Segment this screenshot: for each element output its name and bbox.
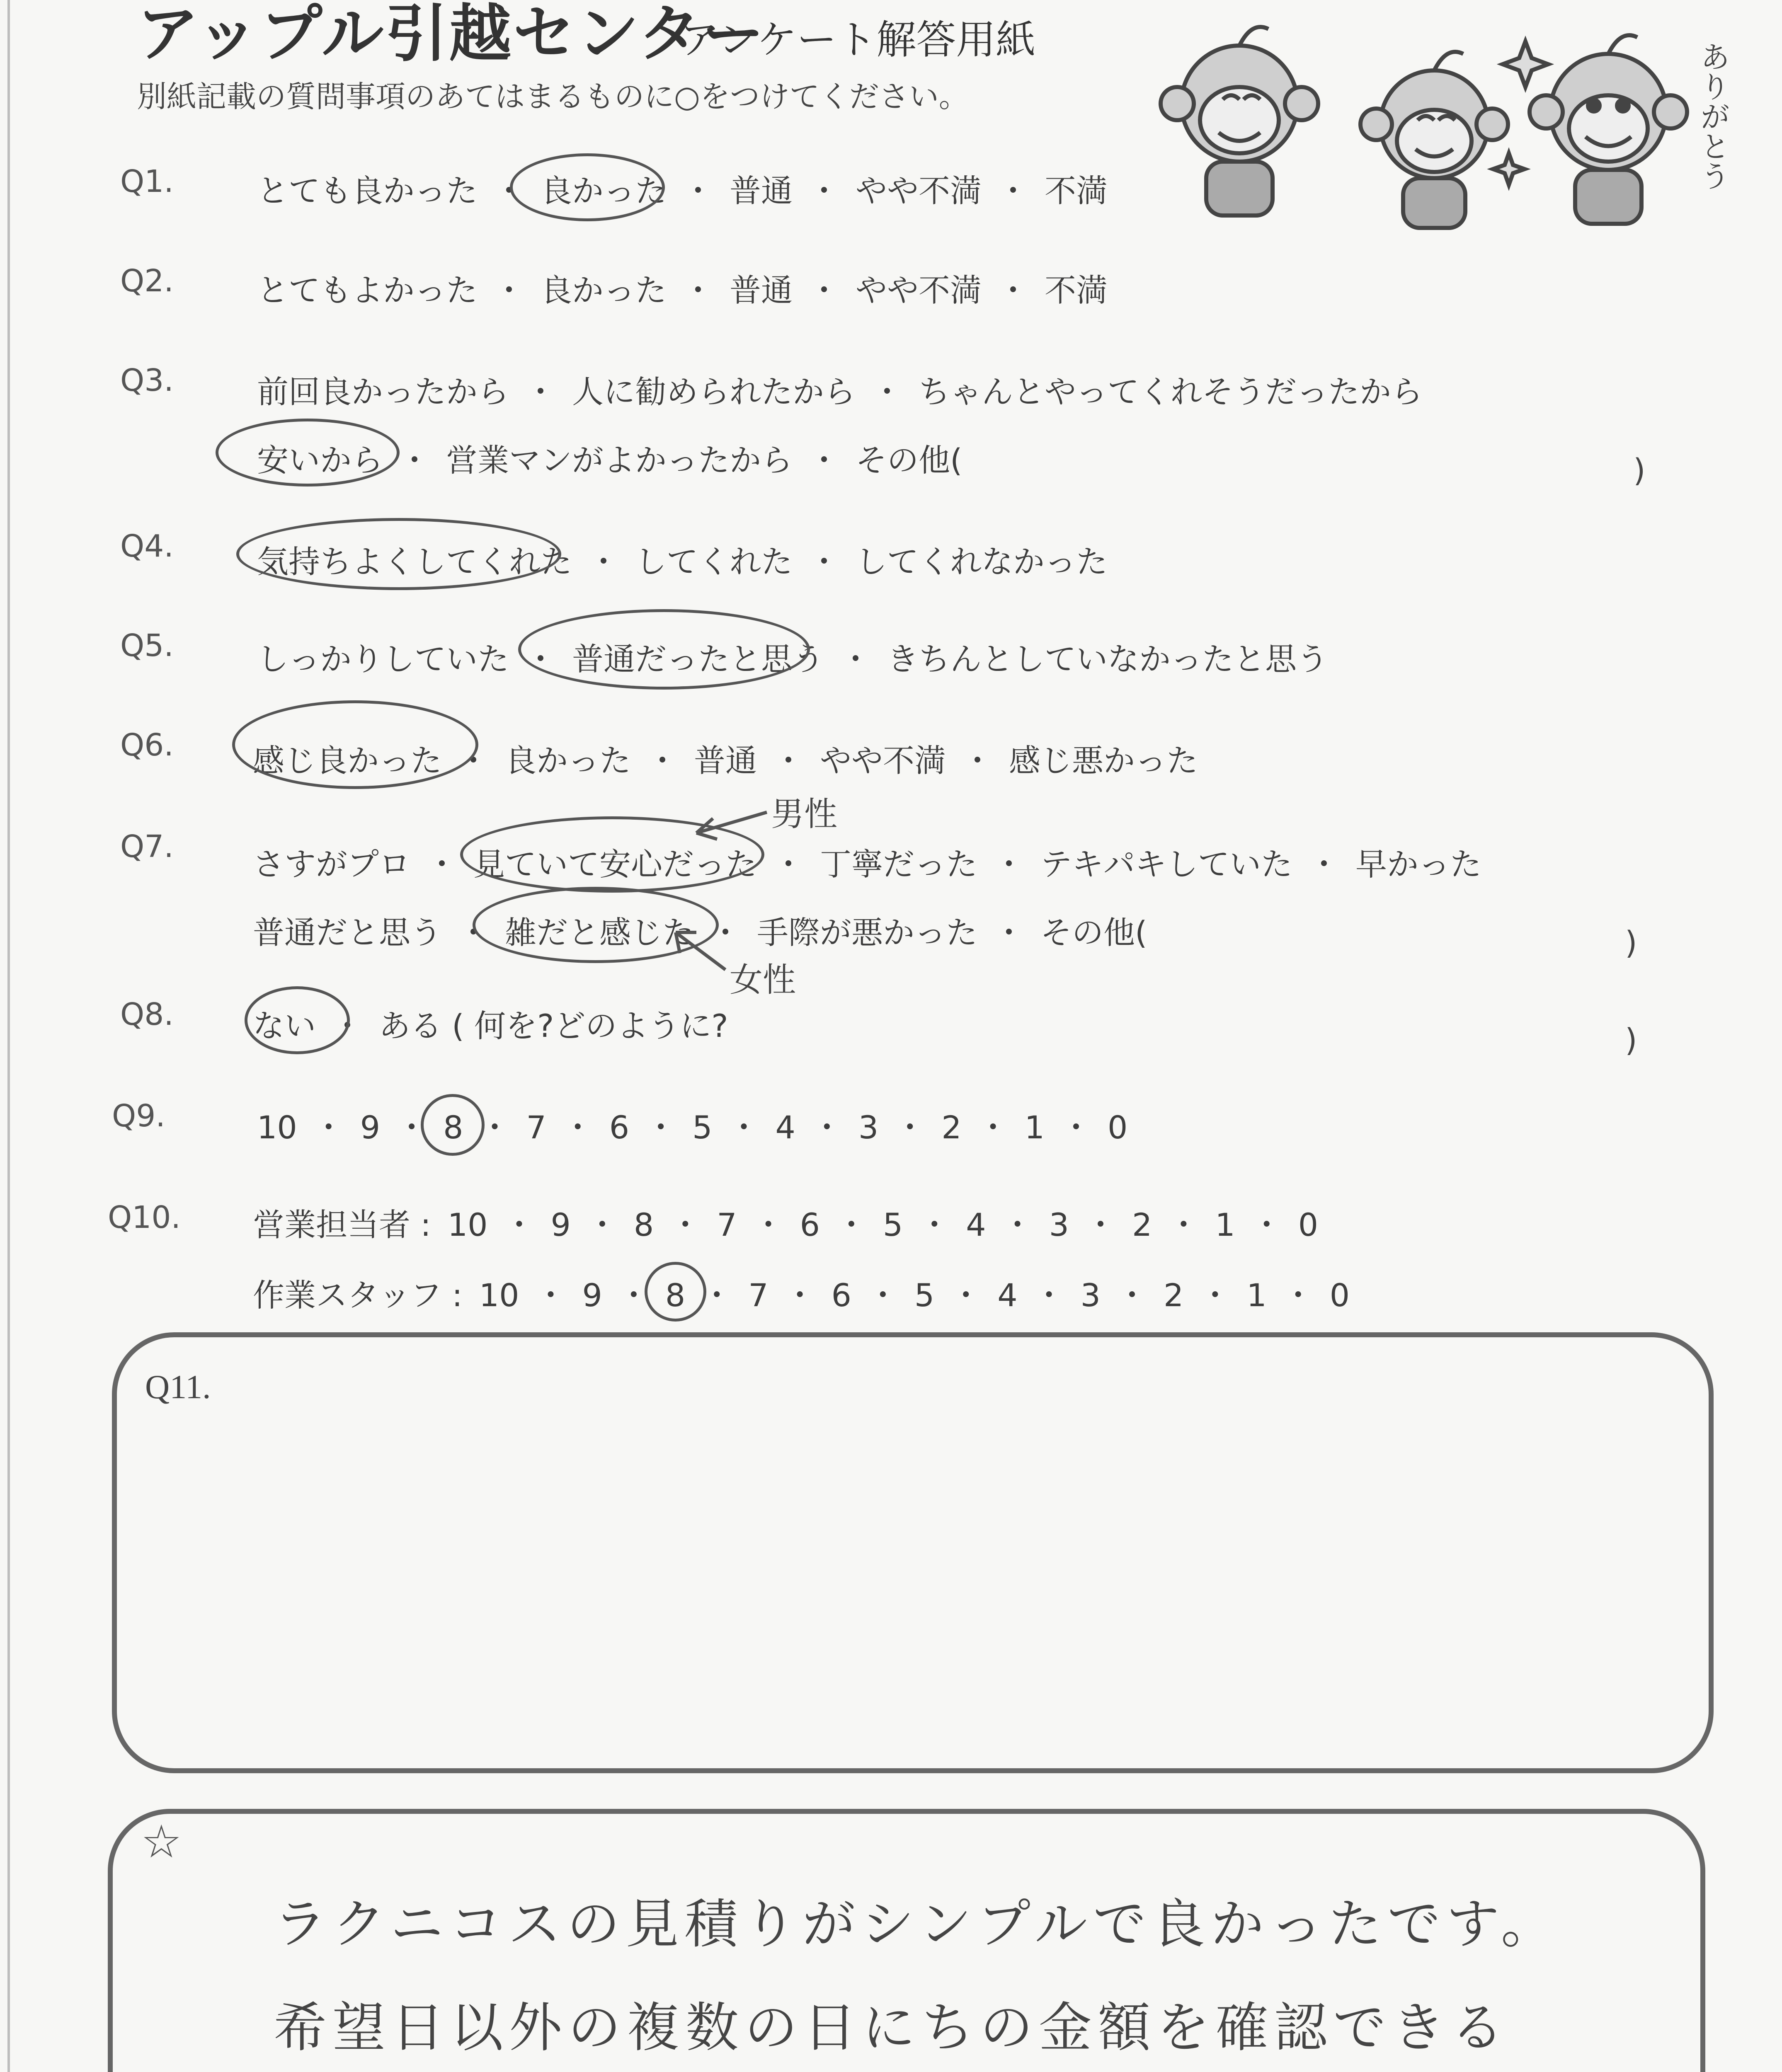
q3-opt-4[interactable]: 安いから [257, 442, 383, 479]
q6-opt-5[interactable]: 感じ悪かった [1009, 742, 1198, 779]
q2-opt-5[interactable]: 不満 [1045, 272, 1108, 309]
q10-staff-10[interactable]: 10 [479, 1277, 519, 1314]
q10-staff-8[interactable]: 8 [665, 1277, 686, 1314]
mascot-thanks-text: ありがとう [1695, 41, 1730, 191]
q10-sales-7[interactable]: 7 [717, 1206, 737, 1243]
q10-staff-1[interactable]: 1 [1246, 1277, 1267, 1314]
q10-sales-0[interactable]: 0 [1298, 1206, 1319, 1243]
q3-other-close: ) [1633, 452, 1646, 489]
q9-score-2[interactable]: 2 [941, 1109, 962, 1146]
q7-arrow-marks [663, 796, 788, 986]
q9-score-4[interactable]: 4 [775, 1109, 795, 1146]
q10-staff-5[interactable]: 5 [914, 1277, 935, 1314]
q7-label: Q7. [120, 829, 174, 864]
q1-opt-1[interactable]: とても良かった [257, 172, 478, 209]
q10-staff-9[interactable]: 9 [582, 1277, 602, 1314]
q2-opt-3[interactable]: 普通 [730, 272, 793, 309]
star-icon: ☆ [141, 1815, 182, 1868]
q4-opt-3[interactable]: してくれなかった [856, 543, 1108, 580]
comment-line-1: ラクニコスの見積りがシンプルで良かったです。 [274, 1893, 1560, 1955]
q11-answer-box[interactable] [112, 1332, 1714, 1773]
q4-options: 気持ちよくしてくれた ・ してくれた ・ してくれなかった [257, 543, 1108, 580]
q7-other-close: ) [1625, 924, 1637, 961]
q4-label: Q4. [120, 528, 174, 564]
q9-score-0[interactable]: 0 [1107, 1109, 1128, 1146]
q3-options-row2: 安いから ・ 営業マンがよかったから ・ その他( [257, 442, 963, 479]
q10-staff-0[interactable]: 0 [1329, 1277, 1350, 1314]
q10-staff-label: 作業スタッフ : [253, 1277, 463, 1314]
q1-opt-3[interactable]: 普通 [730, 172, 793, 209]
q3-opt-6[interactable]: その他( [856, 442, 963, 479]
q10-sales-2[interactable]: 2 [1132, 1206, 1152, 1243]
q10-sales-row: 営業担当者 : 10 ・ 9 ・ 8 ・ 7 ・ 6 ・ 5 ・ 4 ・ 3 ・ 2 ・ 1 ・ 0 [253, 1206, 1319, 1243]
q7-note-female: 女性 [730, 961, 796, 999]
scan-edge-line [7, 0, 10, 2072]
q4-opt-1[interactable]: 気持ちよくしてくれた [257, 543, 572, 580]
q3-options-row1: 前回良かったから ・ 人に勧められたから ・ ちゃんとやってくれそうだったから [257, 373, 1423, 410]
q1-opt-4[interactable]: やや不満 [856, 172, 982, 209]
q9-score-3[interactable]: 3 [858, 1109, 879, 1146]
q2-options: とてもよかった ・ 良かった ・ 普通 ・ やや不満 ・ 不満 [257, 272, 1108, 309]
q10-staff-7[interactable]: 7 [748, 1277, 769, 1314]
q7-opt-7[interactable]: 雑だと感じた [505, 914, 694, 951]
q9-score-1[interactable]: 1 [1024, 1109, 1045, 1146]
q7-opt-5[interactable]: 早かった [1355, 846, 1481, 883]
q2-opt-4[interactable]: やや不満 [856, 272, 982, 309]
q9-score-7[interactable]: 7 [526, 1109, 546, 1146]
q7-options-row2: 普通だと思う ・ 雑だと感じた ・ 手際が悪かった ・ その他( [253, 914, 1147, 951]
q8-opt-1[interactable]: ない [253, 1007, 316, 1044]
instruction-text: 別紙記載の質問事項のあてはまるものに○をつけてください。 [137, 79, 969, 114]
q7-opt-4[interactable]: テキパキしていた [1040, 846, 1292, 883]
q10-staff-3[interactable]: 3 [1080, 1277, 1101, 1314]
q1-options: とても良かった ・ 良かった ・ 普通 ・ やや不満 ・ 不満 [257, 172, 1108, 209]
q10-staff-selection-circle [645, 1262, 706, 1322]
q2-opt-2[interactable]: 良かった [541, 272, 667, 309]
q10-sales-3[interactable]: 3 [1049, 1206, 1069, 1243]
q7-opt-2[interactable]: 見ていて安心だった [473, 846, 757, 883]
q9-selection-circle [421, 1094, 485, 1156]
q9-score-10[interactable]: 10 [257, 1109, 297, 1146]
q4-opt-2[interactable]: してくれた [635, 543, 793, 580]
q3-opt-2[interactable]: 人に勧められたから [572, 373, 856, 410]
q8-options: ない ・ ある ( 何を?どのように? [253, 1007, 728, 1044]
q5-opt-3[interactable]: きちんとしていなかったと思う [887, 641, 1328, 678]
form-title: アンケート解答用紙 [680, 17, 1036, 63]
q7-note-male: 男性 [771, 795, 837, 833]
q1-opt-5[interactable]: 不満 [1045, 172, 1108, 209]
q5-options: しっかりしていた ・ 普通だったと思う ・ きちんとしていなかったと思う [257, 641, 1328, 678]
q8-close: ) [1625, 1021, 1637, 1058]
q9-scale: 10 ・ 9 ・ 8 ・ 7 ・ 6 ・ 5 ・ 4 ・ 3 ・ 2 ・ 1 ・ 0 [257, 1109, 1128, 1146]
q6-opt-3[interactable]: 普通 [694, 742, 757, 779]
q11-label: Q11. [145, 1368, 211, 1406]
q10-sales-label: 営業担当者 : [253, 1206, 431, 1243]
monkey-mascot-illustration [1144, 17, 1724, 232]
q9-score-9[interactable]: 9 [360, 1109, 381, 1146]
q10-label: Q10. [108, 1200, 181, 1235]
q10-staff-6[interactable]: 6 [831, 1277, 851, 1314]
q10-sales-6[interactable]: 6 [800, 1206, 820, 1243]
q9-label: Q9. [112, 1098, 165, 1134]
q3-opt-1[interactable]: 前回良かったから [257, 373, 509, 410]
q1-label: Q1. [120, 164, 174, 199]
q6-opt-1[interactable]: 感じ良かった [253, 742, 442, 779]
q7-opt-8[interactable]: 手際が悪かった [757, 914, 977, 951]
q7-options-row1: さすがプロ ・ 見ていて安心だった ・ 丁寧だった ・ テキパキしていた ・ 早かった [253, 846, 1481, 883]
q7-opt-3[interactable]: 丁寧だった [820, 846, 977, 883]
q8-selection-circle [245, 986, 350, 1054]
q3-opt-3[interactable]: ちゃんとやってくれそうだったから [919, 373, 1423, 410]
q6-label: Q6. [120, 727, 174, 763]
q4-selection-circle [236, 518, 561, 590]
q10-sales-5[interactable]: 5 [883, 1206, 903, 1243]
q10-staff-2[interactable]: 2 [1164, 1277, 1184, 1314]
q5-selection-circle [518, 609, 810, 690]
q6-opt-2[interactable]: 良かった [505, 742, 631, 779]
q5-opt-1[interactable]: しっかりしていた [257, 641, 509, 678]
q9-score-6[interactable]: 6 [609, 1109, 630, 1146]
q6-opt-4[interactable]: やや不満 [820, 742, 946, 779]
q8-label: Q8. [120, 997, 174, 1032]
q1-opt-2[interactable]: 良かった [541, 172, 667, 209]
q10-sales-10[interactable]: 10 [447, 1206, 488, 1243]
q10-sales-9[interactable]: 9 [550, 1206, 571, 1243]
q9-score-5[interactable]: 5 [692, 1109, 713, 1146]
q7-opt-1[interactable]: さすがプロ [253, 846, 410, 883]
q10-staff-row: 作業スタッフ : 10 ・ 9 ・ 8 ・ 7 ・ 6 ・ 5 ・ 4 ・ 3 ・ 2 ・ 1 ・ 0 [253, 1277, 1350, 1314]
q7-opt-6[interactable]: 普通だと思う [253, 914, 442, 951]
q9-score-8[interactable]: 8 [443, 1109, 463, 1146]
q2-label: Q2. [120, 263, 174, 299]
company-title: アップル引越センター [137, 0, 766, 70]
q10-sales-1[interactable]: 1 [1215, 1206, 1235, 1243]
q5-opt-2[interactable]: 普通だったと思う [572, 641, 824, 678]
comment-line-2: 希望日以外の複数の日にちの金額を確認できる [274, 1997, 1510, 2059]
q5-label: Q5. [120, 628, 174, 663]
q10-sales-8[interactable]: 8 [633, 1206, 654, 1243]
q3-selection-circle [216, 419, 400, 487]
q6-options: 感じ良かった ・ 良かった ・ 普通 ・ やや不満 ・ 感じ悪かった [253, 742, 1198, 779]
q3-label: Q3. [120, 363, 174, 398]
q8-opt-2[interactable]: ある ( 何を?どのように? [379, 1007, 728, 1044]
q2-opt-1[interactable]: とてもよかった [257, 272, 478, 309]
q3-opt-5[interactable]: 営業マンがよかったから [446, 442, 793, 479]
q7-opt-9[interactable]: その他( [1040, 914, 1147, 951]
q10-sales-4[interactable]: 4 [966, 1206, 986, 1243]
q1-selection-circle [510, 153, 665, 221]
q6-selection-circle [232, 700, 478, 789]
q10-staff-4[interactable]: 4 [997, 1277, 1018, 1314]
